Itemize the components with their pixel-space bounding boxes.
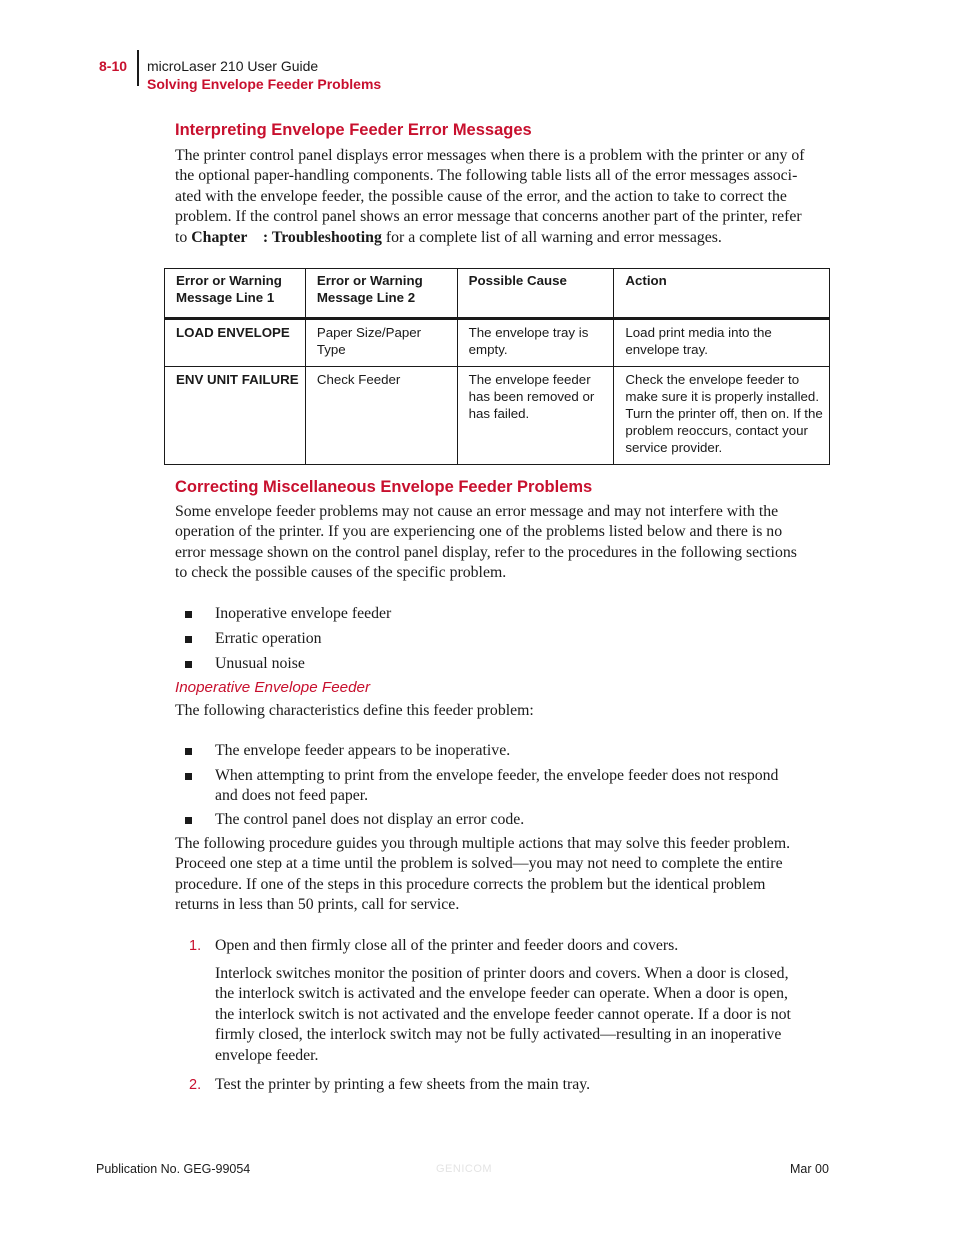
paragraph-line: envelope feeder. [215,1046,319,1064]
header-possible-cause: Possible Cause [457,269,614,319]
chapter-reference: Chapter : Troubleshooting [191,228,382,246]
characteristics-intro: The following characteristics define this feeder problem: [175,702,534,719]
guide-title: microLaser 210 User Guide [147,58,319,74]
paragraph-line: firmly closed, the interlock switch may not be fully activated—resulting in an inoperative [215,1026,782,1044]
page-number: 8-10 [99,58,128,74]
paragraph-line: The following procedure guides you through multiple actions that may solve this feeder problem. [175,835,791,852]
paragraph-line: to check the possible causes of the specific problem. [175,564,507,582]
paragraph-line: Proceed one step at a time until the problem is solved—you may not need to complete the entire [175,855,783,873]
paragraph-line: the interlock switch is activated and the envelope feeder can operate. When a door is open, [215,985,788,1003]
step-text: Open and then firmly close all of the printer and feeder doors and covers. [215,937,679,954]
paragraph-line: Some envelope feeder problems may not cause an error message and may not interfere with the [175,503,779,520]
header-message-line-1: Error or Warning Message Line 1 [165,269,306,319]
section-heading-error-messages: Interpreting Envelope Feeder Error Messages [175,121,532,139]
step-text: Test the printer by printing a few sheets from the main tray. [215,1076,591,1093]
error-code: LOAD ENVELOPE [165,319,306,367]
table-row [165,319,830,367]
error-code: ENV UNIT FAILURE [165,367,306,465]
table-header-row [165,269,830,319]
paragraph-line: the interlock switch is not activated and the envelope feeder cannot operate. If a door is not [215,1005,791,1023]
bullet-icon [185,661,192,668]
bullet-icon [185,636,192,643]
paragraph-line: error message shown on the control panel display, refer to the procedures in the following sections [175,543,797,561]
action: Load print media into the envelope tray. [614,319,830,367]
publication-number: Publication No. GEG-99054 [96,1162,251,1176]
paragraph-text: for a complete list of all warning and error messages. [381,228,722,246]
message-line-2: Paper Size/Paper Type [305,319,457,367]
bullet-icon [185,748,192,755]
procedure-paragraph [175,834,830,916]
subheading-inoperative-feeder: Inoperative Envelope Feeder [175,679,371,696]
step-number: 1. [189,938,202,954]
brand-watermark: GENICOM [436,1163,493,1175]
paragraph-line: returns in less than 50 prints, call for service. [175,896,460,914]
paragraph-line: The printer control panel displays error messages when there is a problem with the printer or any of [175,147,805,164]
step-number: 2. [189,1077,202,1093]
table-row [165,367,830,465]
paragraph-line: Interlock switches monitor the position of printer doors and covers. When a door is closed, [215,965,789,982]
header-action: Action [614,269,830,319]
publication-date: Mar 00 [790,1162,829,1176]
paragraph-line: operation of the printer. If you are experiencing one of the problems listed below and there is no [175,523,783,541]
section-title: Solving Envelope Feeder Problems [147,76,382,92]
paragraph-line: problem. If the control panel shows an error message that concerns another part of the printer, refer [175,208,802,226]
paragraph-line: ated with the envelope feeder, the possible cause of the error, and the action to take to correct the [175,187,787,205]
bullet-icon [185,611,192,618]
paragraph-line [175,228,830,248]
possible-cause: The envelope tray is empty. [457,319,614,367]
section-heading-misc-problems: Correcting Miscellaneous Envelope Feeder Problems [175,478,593,496]
bullet-icon [185,773,192,780]
misc-paragraph [175,502,830,584]
error-message-table [164,268,830,465]
message-line-2: Check Feeder [305,367,457,465]
possible-cause: The envelope feeder has been removed or has failed. [457,367,614,465]
paragraph-line: procedure. If one of the steps in this procedure corrects the problem but the identical problem [175,875,766,893]
paragraph-line: the optional paper-handling components. The following table lists all of the error messages associ- [175,167,798,185]
action: Check the envelope feeder to make sure it is properly installed. Turn the printer off, then on. If the problem reoccurs, contact your service provider. [614,367,830,465]
header-divider [137,50,139,86]
intro-paragraph [175,146,830,248]
paragraph-text: to [175,228,192,246]
header-message-line-2: Error or Warning Message Line 2 [305,269,457,319]
bullet-icon [185,817,192,824]
